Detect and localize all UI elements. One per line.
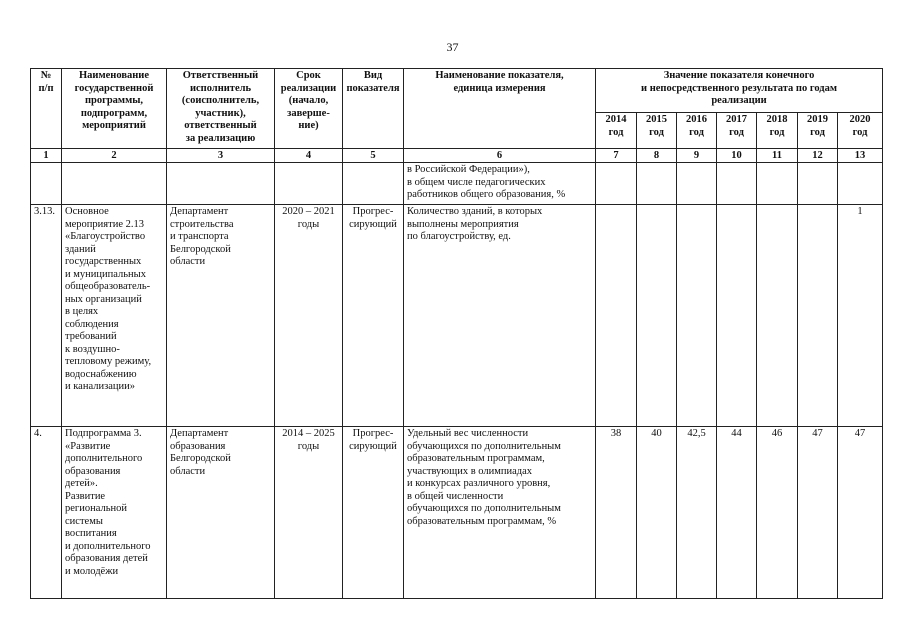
row-value (637, 205, 677, 427)
row-value (757, 163, 798, 205)
column-index: 2 (62, 149, 167, 163)
table-row (31, 205, 883, 427)
row-value (596, 205, 637, 427)
column-index: 5 (343, 149, 404, 163)
row-indicator: Удельный вес численности обучающихся по дополнительным образовательным программам, участвующих в олимпиадах и конкурсах различного уровня, в общей численности обучающихся по дополнительным образовательным программам, % (404, 427, 596, 599)
row-name: Подпрограмма 3. «Развитие дополнительного образования детей». Развитие региональной системы воспитания и дополнительного образования детей и молодёжи (62, 427, 167, 599)
row-value (838, 163, 883, 205)
column-index: 11 (757, 149, 798, 163)
header-values-group: Значение показателя конечного и непосредственного результата по годам реализации (596, 69, 883, 113)
row-responsible: Департамент образования Белгородской области (167, 427, 275, 599)
column-index: 12 (798, 149, 838, 163)
row-kind (343, 163, 404, 205)
column-index: 9 (677, 149, 717, 163)
row-indicator: в Российской Федерации»), в общем числе педагогических работников общего образования, % (404, 163, 596, 205)
row-num: 3.13. (31, 205, 62, 427)
row-period: 2020 – 2021 годы (275, 205, 343, 427)
row-kind: Прогрес- сирующий (343, 427, 404, 599)
row-value: 47 (798, 427, 838, 599)
column-index: 1 (31, 149, 62, 163)
row-value: 42,5 (677, 427, 717, 599)
column-index: 10 (717, 149, 757, 163)
row-value (677, 205, 717, 427)
header-period: Срок реализации (начало, заверше- ние) (275, 69, 343, 149)
header-year: 2016 год (677, 113, 717, 149)
column-index: 3 (167, 149, 275, 163)
column-index: 13 (838, 149, 883, 163)
row-value (717, 163, 757, 205)
table-row (31, 427, 883, 599)
row-value: 46 (757, 427, 798, 599)
column-index: 6 (404, 149, 596, 163)
column-index-row (31, 149, 883, 163)
table-row (31, 163, 883, 205)
row-value: 1 (838, 205, 883, 427)
header-name: Наименование государственной программы, подпрограмм, мероприятий (62, 69, 167, 149)
row-num: 4. (31, 427, 62, 599)
row-value (757, 205, 798, 427)
row-value (798, 163, 838, 205)
header-indicator: Наименование показателя, единица измерения (404, 69, 596, 149)
row-responsible: Департамент строительства и транспорта Белгородской области (167, 205, 275, 427)
indicator-table (30, 68, 883, 599)
header-year: 2014 год (596, 113, 637, 149)
row-name: Основное мероприятие 2.13 «Благоустройство зданий государственных и муниципальных общеобразователь- ных организаций в целях соблюдения требований к воздушно- тепловому режиму, водоснабжению и канализации» (62, 205, 167, 427)
row-value: 44 (717, 427, 757, 599)
row-indicator: Количество зданий, в которых выполнены мероприятия по благоустройству, ед. (404, 205, 596, 427)
row-num (31, 163, 62, 205)
header-year: 2018 год (757, 113, 798, 149)
row-responsible (167, 163, 275, 205)
column-index: 4 (275, 149, 343, 163)
column-index: 7 (596, 149, 637, 163)
page-number: 37 (446, 40, 459, 54)
row-value: 47 (838, 427, 883, 599)
row-period: 2014 – 2025 годы (275, 427, 343, 599)
header-year: 2015 год (637, 113, 677, 149)
header-num: № п/п (31, 69, 62, 149)
row-value: 40 (637, 427, 677, 599)
header-responsible: Ответственный исполнитель (соисполнитель, участник), ответственный за реализацию (167, 69, 275, 149)
column-index: 8 (637, 149, 677, 163)
row-value (596, 163, 637, 205)
row-value (677, 163, 717, 205)
header-year: 2019 год (798, 113, 838, 149)
row-kind: Прогрес- сирующий (343, 205, 404, 427)
row-period (275, 163, 343, 205)
header-year: 2017 год (717, 113, 757, 149)
row-name (62, 163, 167, 205)
header-kind: Вид показателя (343, 69, 404, 149)
header-year: 2020 год (838, 113, 883, 149)
row-value (717, 205, 757, 427)
row-value: 38 (596, 427, 637, 599)
row-value (637, 163, 677, 205)
row-value (798, 205, 838, 427)
